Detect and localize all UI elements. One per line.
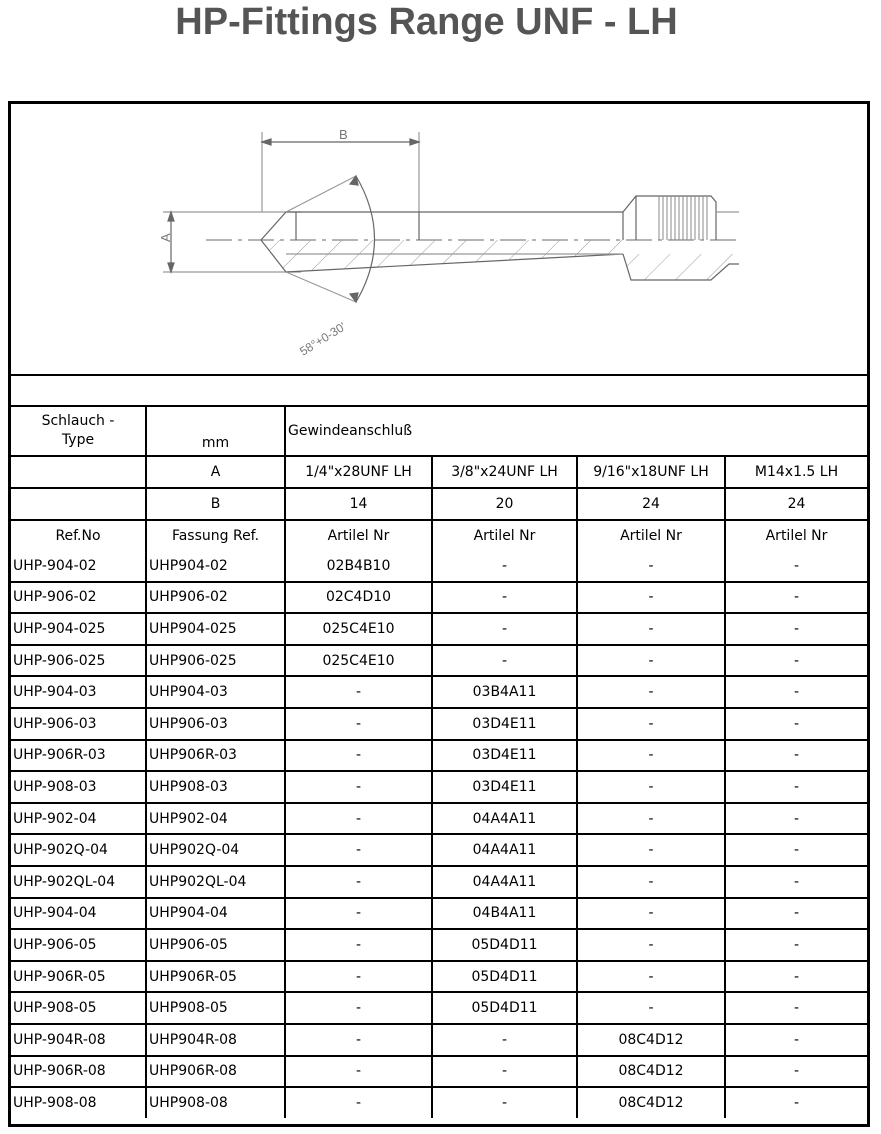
artikel-cell: - xyxy=(725,708,867,740)
artikel-cell: 04B4A11 xyxy=(432,898,577,930)
ref-no-cell: UHP-904-02 xyxy=(11,551,146,582)
table-row xyxy=(11,708,867,740)
fitting-drawing-svg xyxy=(11,104,867,374)
table-row xyxy=(11,898,867,930)
ref-no-cell: UHP-906R-08 xyxy=(11,1056,146,1088)
artikel-cell: 025C4E10 xyxy=(285,645,432,677)
artikel-header: Artilel Nr xyxy=(285,520,432,551)
artikel-header: Artilel Nr xyxy=(432,520,577,551)
ref-no-cell: UHP-908-08 xyxy=(11,1087,146,1118)
type-label: Type xyxy=(61,432,95,448)
table-row xyxy=(11,803,867,835)
artikel-cell: - xyxy=(725,1056,867,1088)
artikel-cell: 08C4D12 xyxy=(577,1024,725,1056)
artikel-cell: - xyxy=(725,961,867,993)
fassung-header: Fassung Ref. xyxy=(146,520,285,551)
artikel-cell: - xyxy=(285,676,432,708)
artikel-cell: - xyxy=(577,803,725,835)
artikel-cell: - xyxy=(432,645,577,677)
header-row-a xyxy=(11,456,867,488)
fassung-cell: UHP904-025 xyxy=(146,613,285,645)
schlauch-label: Schlauch - xyxy=(41,413,115,429)
blank-cell xyxy=(11,456,146,488)
ref-no-cell: UHP-904-03 xyxy=(11,676,146,708)
artikel-cell: - xyxy=(285,708,432,740)
table-row xyxy=(11,1024,867,1056)
artikel-cell: - xyxy=(432,551,577,582)
artikel-cell: - xyxy=(577,992,725,1024)
artikel-header: Artilel Nr xyxy=(725,520,867,551)
artikel-cell: 05D4D11 xyxy=(432,992,577,1024)
artikel-cell: 02B4B10 xyxy=(285,551,432,582)
fassung-cell: UHP908-05 xyxy=(146,992,285,1024)
artikel-cell: - xyxy=(725,613,867,645)
artikel-cell: - xyxy=(725,676,867,708)
ref-no-cell: UHP-906-05 xyxy=(11,929,146,961)
mm-header: mm xyxy=(146,407,285,456)
artikel-cell: - xyxy=(577,645,725,677)
artikel-cell: - xyxy=(577,676,725,708)
artikel-cell: 05D4D11 xyxy=(432,961,577,993)
artikel-cell: - xyxy=(285,1087,432,1118)
artikel-cell: - xyxy=(285,834,432,866)
fittings-table-frame xyxy=(8,101,870,1127)
artikel-cell: 05D4D11 xyxy=(432,929,577,961)
artikel-cell: 02C4D10 xyxy=(285,582,432,614)
angle-label: 58°+0-30' xyxy=(297,319,349,359)
table-row xyxy=(11,771,867,803)
artikel-cell: - xyxy=(577,898,725,930)
artikel-cell: - xyxy=(725,551,867,582)
artikel-cell: - xyxy=(577,740,725,772)
b-value: 24 xyxy=(577,488,725,520)
table-row xyxy=(11,1056,867,1088)
header-row-b xyxy=(11,488,867,520)
fassung-cell: UHP904-03 xyxy=(146,676,285,708)
artikel-cell: - xyxy=(725,771,867,803)
ref-no-cell: UHP-902QL-04 xyxy=(11,866,146,898)
ref-no-cell: UHP-908-05 xyxy=(11,992,146,1024)
ref-no-cell: UHP-904-04 xyxy=(11,898,146,930)
artikel-cell: - xyxy=(285,961,432,993)
table-row xyxy=(11,582,867,614)
dimension-b-header: B xyxy=(146,488,285,520)
table-row xyxy=(11,992,867,1024)
artikel-cell: 025C4E10 xyxy=(285,613,432,645)
artikel-cell: - xyxy=(285,898,432,930)
ref-no-cell: UHP-904R-08 xyxy=(11,1024,146,1056)
thread-header: 3/8"x24UNF LH xyxy=(432,456,577,488)
artikel-cell: 03B4A11 xyxy=(432,676,577,708)
fassung-cell: UHP906-05 xyxy=(146,929,285,961)
table-row xyxy=(11,551,867,582)
artikel-cell: - xyxy=(577,929,725,961)
artikel-cell: - xyxy=(285,1056,432,1088)
artikel-cell: - xyxy=(285,1024,432,1056)
thread-header: M14x1.5 LH xyxy=(725,456,867,488)
artikel-cell: - xyxy=(725,1024,867,1056)
ref-no-header: Ref.No xyxy=(11,520,146,551)
artikel-cell: 04A4A11 xyxy=(432,866,577,898)
table-row xyxy=(11,740,867,772)
page-title: HP-Fittings Range UNF - LH xyxy=(175,1,678,43)
blank-cell xyxy=(11,488,146,520)
ref-no-cell: UHP-906R-05 xyxy=(11,961,146,993)
fittings-table xyxy=(11,407,867,1118)
column-header-row xyxy=(11,520,867,551)
table-row xyxy=(11,961,867,993)
fassung-cell: UHP906-025 xyxy=(146,645,285,677)
artikel-cell: - xyxy=(577,613,725,645)
artikel-cell: - xyxy=(432,582,577,614)
artikel-cell: - xyxy=(725,582,867,614)
gewindeanschluss-header: Gewindeanschluß xyxy=(285,407,867,456)
artikel-cell: - xyxy=(725,834,867,866)
ref-no-cell: UHP-902Q-04 xyxy=(11,834,146,866)
artikel-cell: 03D4E11 xyxy=(432,740,577,772)
artikel-cell: 03D4E11 xyxy=(432,708,577,740)
ref-no-cell: UHP-906-02 xyxy=(11,582,146,614)
table-row xyxy=(11,676,867,708)
schlauch-type-header xyxy=(11,407,146,456)
table-body xyxy=(11,551,867,1118)
fassung-cell: UHP906-02 xyxy=(146,582,285,614)
artikel-cell: - xyxy=(285,771,432,803)
fassung-cell: UHP908-03 xyxy=(146,771,285,803)
table-row xyxy=(11,613,867,645)
dimension-b-label: B xyxy=(339,127,348,142)
artikel-cell: - xyxy=(577,866,725,898)
artikel-cell: - xyxy=(725,992,867,1024)
artikel-cell: - xyxy=(432,613,577,645)
artikel-cell: - xyxy=(577,551,725,582)
artikel-cell: - xyxy=(432,1087,577,1118)
artikel-cell: - xyxy=(725,929,867,961)
artikel-cell: - xyxy=(577,961,725,993)
artikel-cell: 08C4D12 xyxy=(577,1056,725,1088)
b-value: 24 xyxy=(725,488,867,520)
artikel-header: Artilel Nr xyxy=(577,520,725,551)
artikel-cell: - xyxy=(725,898,867,930)
dimension-a-header: A xyxy=(146,456,285,488)
ref-no-cell: UHP-906R-03 xyxy=(11,740,146,772)
table-row xyxy=(11,834,867,866)
b-value: 14 xyxy=(285,488,432,520)
table-row xyxy=(11,1087,867,1118)
artikel-cell: 03D4E11 xyxy=(432,771,577,803)
thread-header: 1/4"x28UNF LH xyxy=(285,456,432,488)
ref-no-cell: UHP-906-025 xyxy=(11,645,146,677)
artikel-cell: - xyxy=(725,866,867,898)
fassung-cell: UHP904-02 xyxy=(146,551,285,582)
artikel-cell: - xyxy=(285,803,432,835)
artikel-cell: - xyxy=(432,1056,577,1088)
fassung-cell: UHP908-08 xyxy=(146,1087,285,1118)
fassung-cell: UHP904R-08 xyxy=(146,1024,285,1056)
artikel-cell: - xyxy=(577,834,725,866)
fassung-cell: UHP902-04 xyxy=(146,803,285,835)
artikel-cell: 04A4A11 xyxy=(432,803,577,835)
ref-no-cell: UHP-904-025 xyxy=(11,613,146,645)
artikel-cell: - xyxy=(285,992,432,1024)
separator-band xyxy=(11,374,867,407)
artikel-cell: - xyxy=(577,771,725,803)
artikel-cell: 08C4D12 xyxy=(577,1087,725,1118)
artikel-cell: - xyxy=(432,1024,577,1056)
fitting-technical-drawing xyxy=(11,104,867,374)
artikel-cell: - xyxy=(725,645,867,677)
artikel-cell: - xyxy=(725,803,867,835)
fassung-cell: UHP906R-03 xyxy=(146,740,285,772)
artikel-cell: - xyxy=(285,740,432,772)
thread-header: 9/16"x18UNF LH xyxy=(577,456,725,488)
fassung-cell: UHP904-04 xyxy=(146,898,285,930)
artikel-cell: - xyxy=(285,929,432,961)
artikel-cell: 04A4A11 xyxy=(432,834,577,866)
table-row xyxy=(11,645,867,677)
ref-no-cell: UHP-906-03 xyxy=(11,708,146,740)
header-row-1 xyxy=(11,407,867,456)
artikel-cell: - xyxy=(725,740,867,772)
table-row xyxy=(11,866,867,898)
ref-no-cell: UHP-908-03 xyxy=(11,771,146,803)
b-value: 20 xyxy=(432,488,577,520)
dimension-a-label: A xyxy=(158,233,173,242)
fassung-cell: UHP902QL-04 xyxy=(146,866,285,898)
fassung-cell: UHP906R-05 xyxy=(146,961,285,993)
artikel-cell: - xyxy=(577,708,725,740)
ref-no-cell: UHP-902-04 xyxy=(11,803,146,835)
artikel-cell: - xyxy=(577,582,725,614)
artikel-cell: - xyxy=(725,1087,867,1118)
fassung-cell: UHP906R-08 xyxy=(146,1056,285,1088)
fassung-cell: UHP902Q-04 xyxy=(146,834,285,866)
fassung-cell: UHP906-03 xyxy=(146,708,285,740)
artikel-cell: - xyxy=(285,866,432,898)
table-row xyxy=(11,929,867,961)
